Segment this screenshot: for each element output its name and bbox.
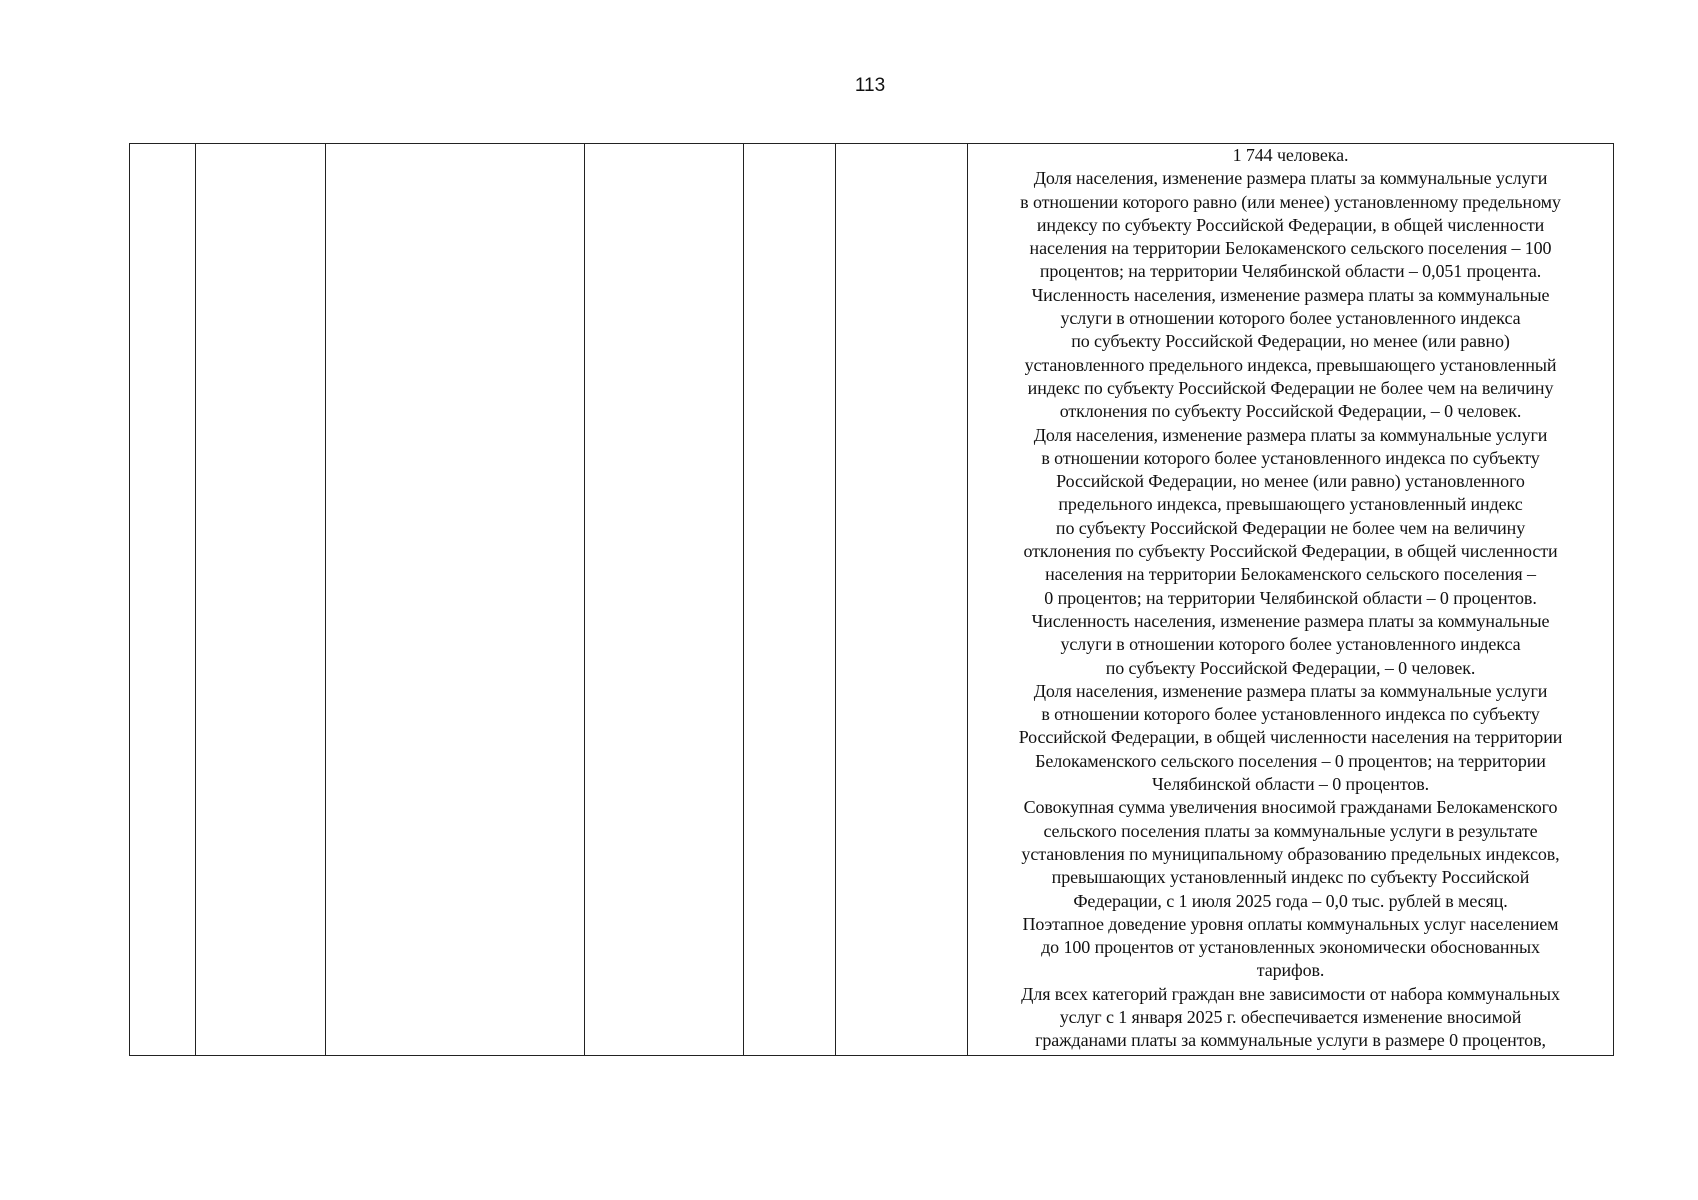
- table-cell-empty-2: [196, 144, 326, 1056]
- paragraph-9: Для всех категорий граждан вне зависимости от набора коммунальных услуг с 1 января 2025 г. обеспечивается изменение вносимой гражданами платы за коммунальные услуги в размере 0 процентов,: [1021, 983, 1560, 1051]
- table-cell-empty-4: [585, 144, 744, 1056]
- table-row: [130, 144, 1614, 1056]
- table-cell-text: [968, 144, 1614, 1056]
- page-number: 113: [854, 75, 886, 96]
- table-cell-empty-6: [836, 144, 968, 1056]
- table-cell-empty-5: [744, 144, 836, 1056]
- paragraph-8: Поэтапное доведение уровня оплаты коммунальных услуг населением до 100 процентов от установленных экономически обоснованных тарифов.: [1022, 913, 1559, 981]
- paragraph-6: Доля населения, изменение размера платы за коммунальные услуги в отношении которого более установленного индекса по субъекту Российской Федерации, в общей численности населения на территории Белокаменского сельского поселения – 0 процентов; на территории Челябинской области – 0 процентов.: [1018, 680, 1563, 795]
- paragraph-1: 1 744 человека.: [1232, 145, 1349, 165]
- paragraph-2: Доля населения, изменение размера платы за коммунальные услуги в отношении которого равно (или менее) установленному предельному индексу по субъекту Российской Федерации, в общей численности населения на территории Белокаменского сельского поселения – 100 процентов; на территории Челябинской области – 0,051 процента.: [1020, 168, 1561, 282]
- paragraph-3: Численность населения, изменение размера платы за коммунальные услуги в отношении которого более установленного индекса по субъекту Российской Федерации, но менее (или равно) установленного предельного индекса, превышающего установленный индекс по субъекту Российской Федерации не более чем на величину отклонения по субъекту Российской Федерации, – 0 человек.: [1024, 284, 1557, 422]
- table-cell-empty-3: [326, 144, 585, 1056]
- paragraph-5: Численность населения, изменение размера платы за коммунальные услуги в отношении которого более установленного индекса по субъекту Российской Федерации, – 0 человек.: [1031, 610, 1550, 678]
- paragraph-4: Доля населения, изменение размера платы за коммунальные услуги в отношении которого более установленного индекса по субъекту Российской Федерации, но менее (или равно) установленного предельного индекса, превышающего установленный индекс по субъекту Российской Федерации не более чем на величину отклонения по субъекту Российской Федерации, в общей численности населения на территории Белокаменского сельского поселения – 0 процентов; на территории Челябинской области – 0 процентов.: [1023, 424, 1558, 608]
- paragraph-7: Совокупная сумма увеличения вносимой гражданами Белокаменского сельского поселения платы за коммунальные услуги в результате установления по муниципальному образованию предельных индексов, превышающих установленный индекс по субъекту Российской Федерации, с 1 июля 2025 года – 0,0 тыс. рублей в месяц.: [1021, 797, 1560, 911]
- document-table: [129, 143, 1614, 1056]
- table-cell-empty-1: [130, 144, 196, 1056]
